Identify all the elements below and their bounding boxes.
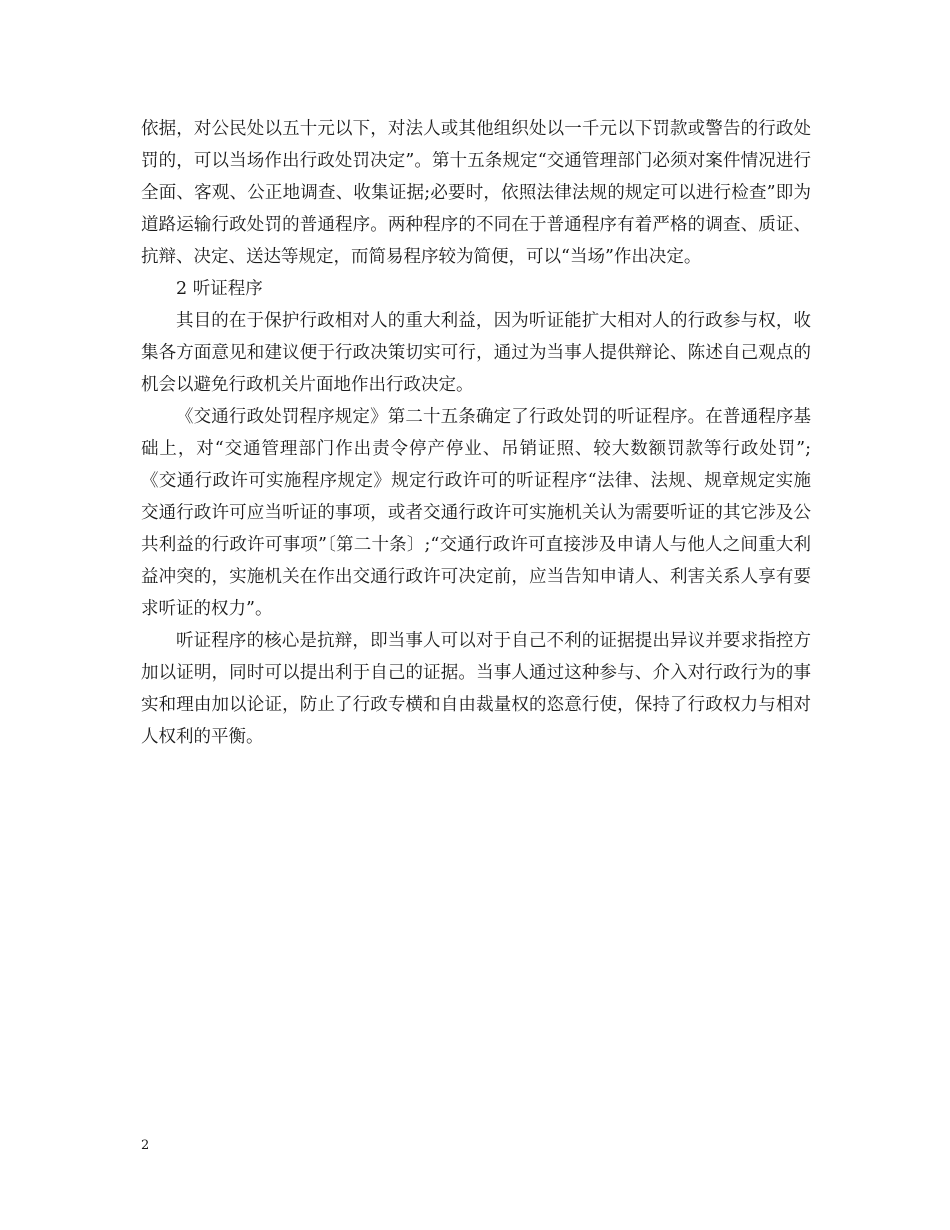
paragraph: 其目的在于保护行政相对人的重大利益，因为听证能扩大相对人的行政参与权，收集各方面意见和建议便于行政决策切实可行，通过为当事人提供辩论、陈述自己观点的机会以避免行政机关片面地作出行政决定。 bbox=[141, 311, 811, 395]
page-number: 2 bbox=[141, 1138, 150, 1153]
document-body bbox=[141, 113, 811, 753]
paragraph-continuation: 依据，对公民处以五十元以下，对法人或其他组织处以一千元以下罚款或警告的行政处罚的，可以当场作出行政处罚决定”。第十五条规定“交通管理部门必须对案件情况进行全面、客观、公正地调查、收集证据;必要时，依照法律法规的规定可以进行检查”即为道路运输行政处罚的普通程序。两种程序的不同在于普通程序有着严格的调查、质证、抗辩、决定、送达等规定，而简易程序较为简便，可以“当场”作出决定。 bbox=[141, 119, 811, 267]
paragraph: 《交通行政处罚程序规定》第二十五条确定了行政处罚的听证程序。在普通程序基础上，对“交通管理部门作出责令停产停业、吊销证照、较大数额罚款等行政处罚”;《交通行政许可实施程序规定》规定行政许可的听证程序“法律、法规、规章规定实施交通行政许可应当听证的事项，或者交通行政许可实施机关认为需要听证的其它涉及公共利益的行政许可事项”〔第二十条〕;“交通行政许可直接涉及申请人与他人之间重大利益冲突的，实施机关在作出交通行政许可决定前，应当告知申请人、利害关系人享有要求听证的权力”。 bbox=[141, 407, 811, 619]
paragraph: 听证程序的核心是抗辩，即当事人可以对于自己不利的证据提出异议并要求指控方加以证明，同时可以提出利于自己的证据。当事人通过这种参与、介入对行政行为的事实和理由加以论证，防止了行政专横和自由裁量权的恣意行使，保持了行政权力与相对人权利的平衡。 bbox=[141, 631, 811, 747]
section-heading: 2 听证程序 bbox=[176, 279, 263, 299]
